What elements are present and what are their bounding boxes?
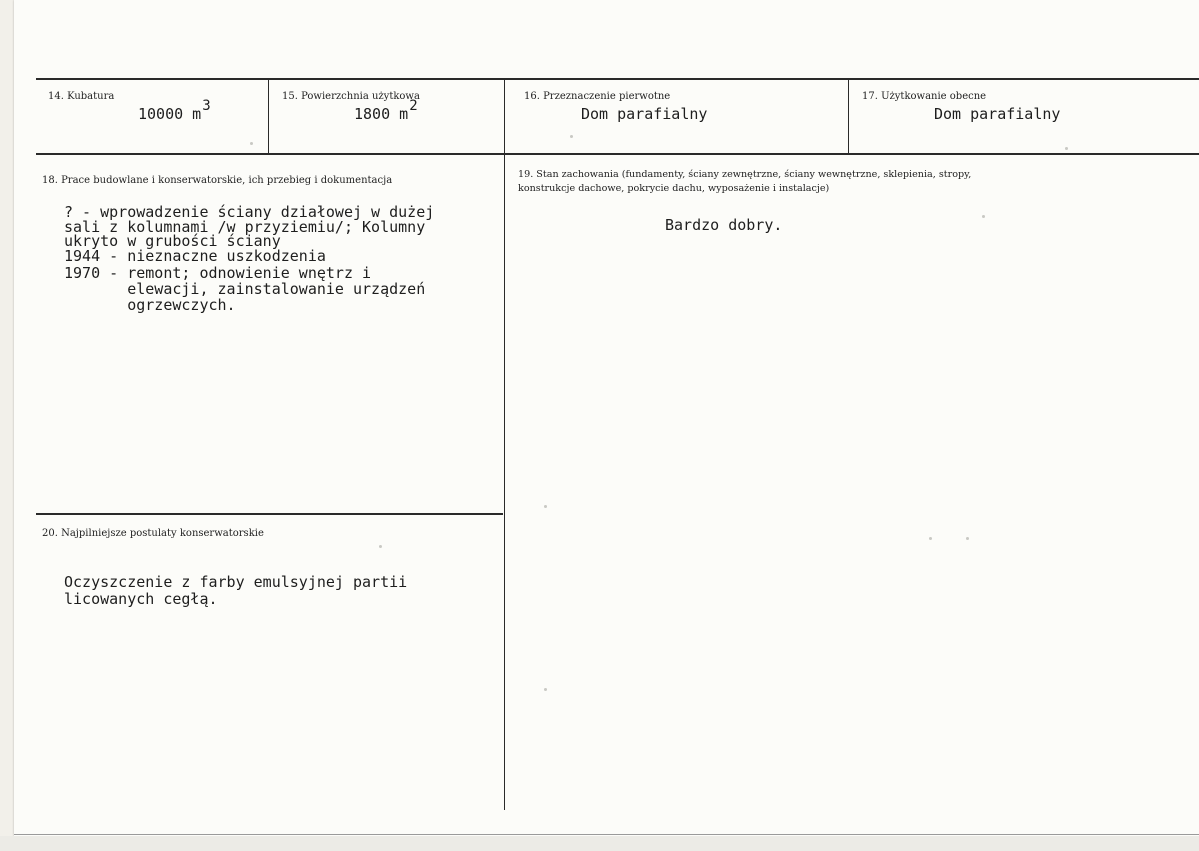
- stan-label-line-2: konstrukcje dachowe, pokrycie dachu, wyposażenie i instalacje): [518, 183, 830, 194]
- prace-line-2: sali z kolumnami /w przyziemiu/; Kolumny: [64, 218, 426, 236]
- divider-kubatura: [268, 79, 269, 154]
- postulaty-label: 20. Najpilniejsze postulaty konserwatorskie: [42, 528, 264, 539]
- postulaty-line-1: Oczyszczenie z farby emulsyjnej partii: [64, 573, 408, 591]
- prace-line-3: ukryto w grubości ściany: [64, 232, 281, 250]
- paper-speck: [982, 215, 985, 218]
- uzytkowanie-label: 17. Użytkowanie obecne: [862, 91, 987, 102]
- paper-speck: [379, 545, 382, 548]
- kubatura-exponent: 3: [202, 98, 211, 114]
- paper-speck: [966, 537, 969, 540]
- uzytkowanie-value: Dom parafialny: [934, 105, 1061, 123]
- kubatura-number: 10000 m: [138, 105, 202, 123]
- archive-card: [14, 0, 1199, 836]
- row1-bottom-rule: [36, 153, 1199, 155]
- paper-speck: [570, 135, 573, 138]
- stan-value: Bardzo dobry.: [665, 216, 783, 234]
- kubatura-label: 14. Kubatura: [48, 91, 115, 102]
- paper-speck: [250, 142, 253, 145]
- bottom-rule: [14, 834, 1199, 835]
- przeznaczenie-value: Dom parafialny: [581, 105, 708, 123]
- powierzchnia-number: 1800 m: [354, 105, 409, 123]
- paper-speck: [544, 688, 547, 691]
- paper-speck: [544, 505, 547, 508]
- postulaty-top-rule: [36, 513, 503, 515]
- prace-line-1: ? - wprowadzenie ściany działowej w dużej: [64, 203, 435, 221]
- stan-label-line-1: 19. Stan zachowania (fundamenty, ściany zewnętrzne, ściany wewnętrzne, sklepienia, stropy,: [518, 169, 972, 180]
- powierzchnia-value: [354, 98, 418, 123]
- prace-line-7: ogrzewczych.: [64, 296, 236, 314]
- prace-line-5: 1970 - remont; odnowienie wnętrz i: [64, 264, 372, 282]
- prace-label: 18. Prace budowlane i konserwatorskie, ich przebieg i dokumentacja: [42, 175, 393, 186]
- scan-margin: [0, 836, 1199, 851]
- przeznaczenie-label: 16. Przeznaczenie pierwotne: [524, 91, 671, 102]
- kubatura-value: [138, 98, 211, 123]
- divider-przeznaczenie: [848, 79, 849, 154]
- postulaty-line-2: licowanych cegłą.: [64, 590, 218, 608]
- top-rule: [36, 78, 1199, 80]
- divider-powierzchnia: [504, 79, 505, 810]
- prace-line-4: 1944 - nieznaczne uszkodzenia: [64, 247, 326, 265]
- prace-line-6: elewacji, zainstalowanie urządzeń: [64, 280, 426, 298]
- powierzchnia-label: 15. Powierzchnia użytkowa: [282, 91, 420, 102]
- powierzchnia-exponent: 2: [409, 98, 418, 114]
- paper-speck: [1065, 147, 1068, 150]
- paper-speck: [929, 537, 932, 540]
